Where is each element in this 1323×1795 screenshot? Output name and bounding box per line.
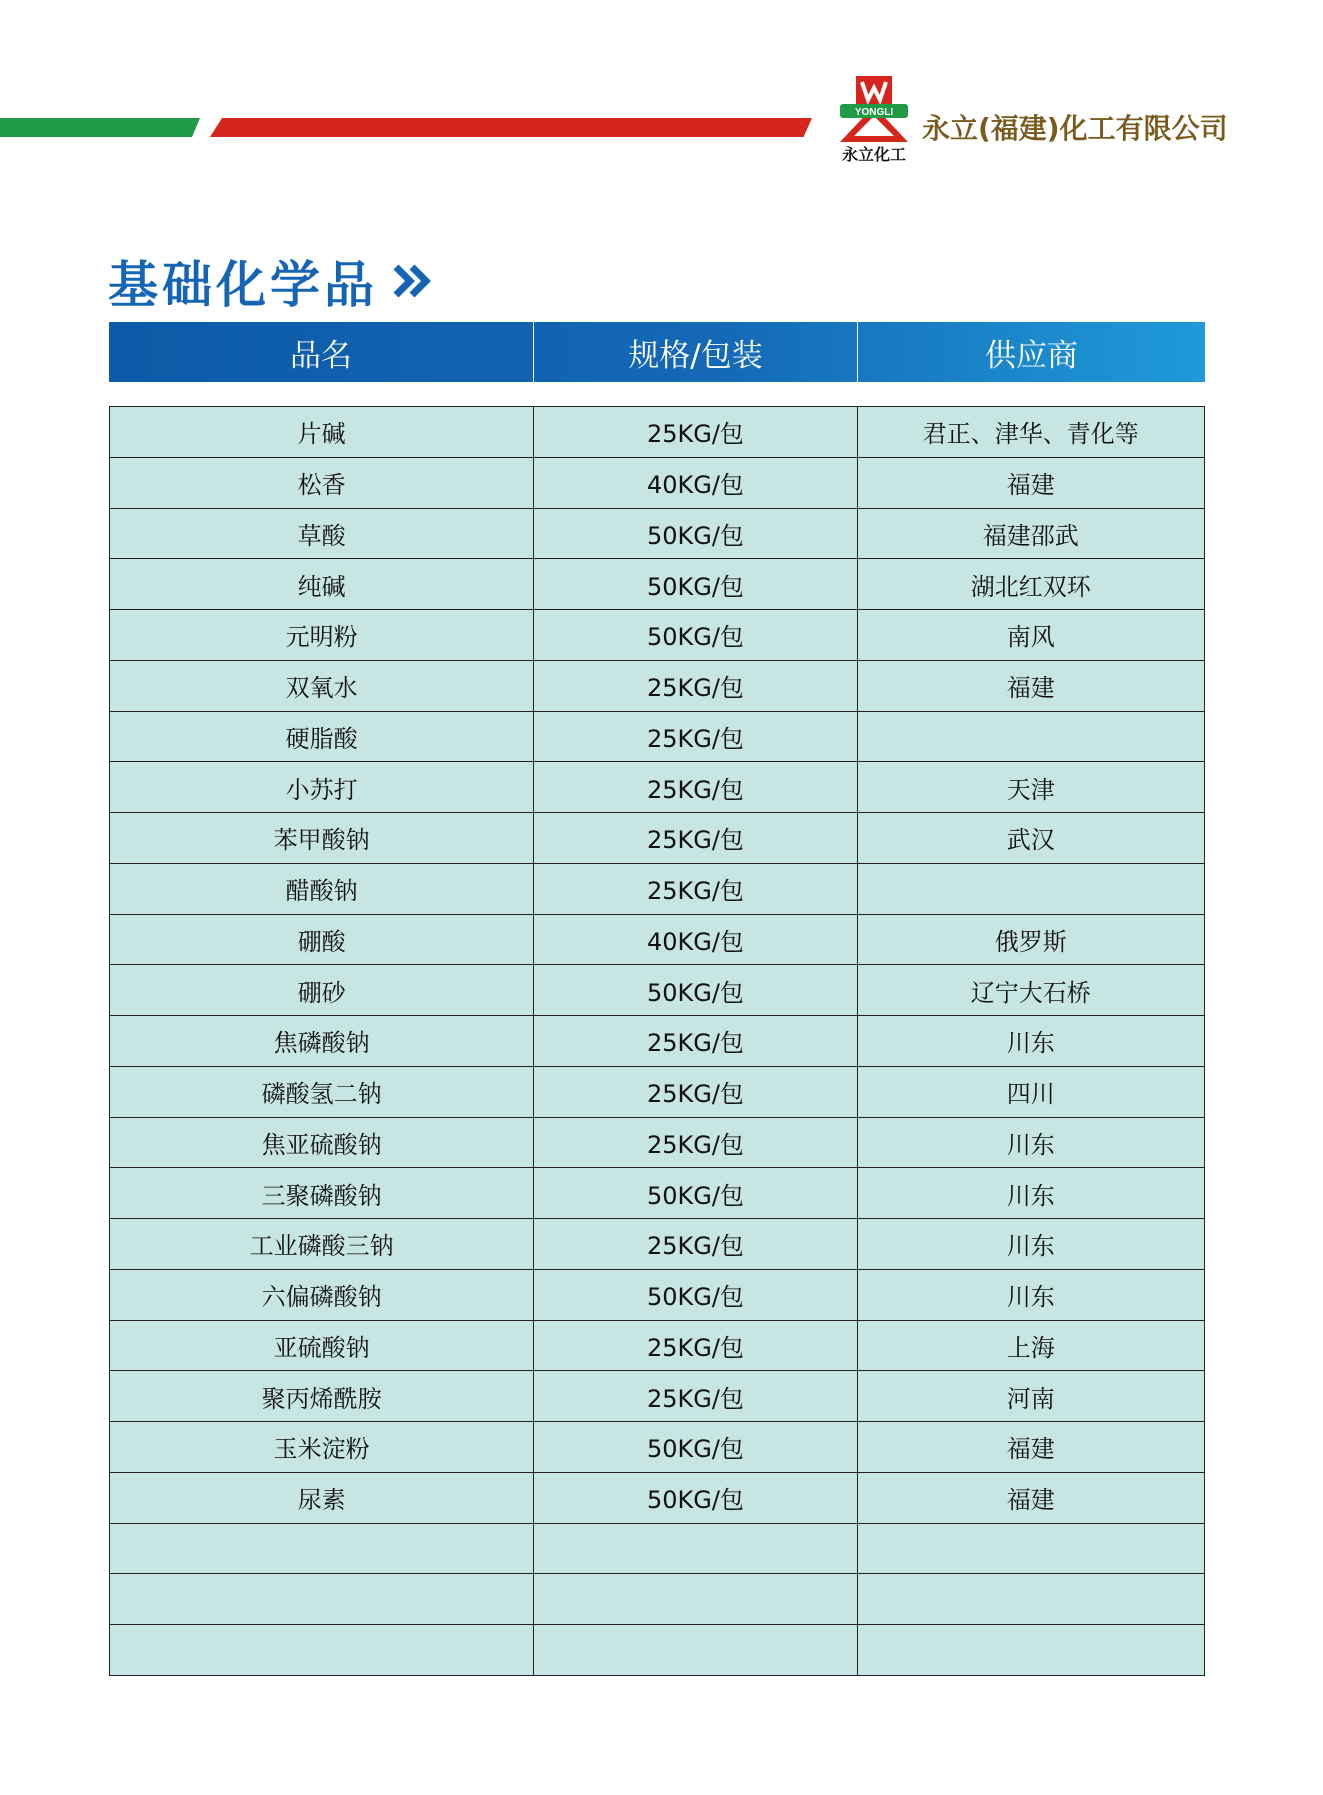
spec-cell: 50KG/包 [533, 610, 856, 660]
spec-cell: 40KG/包 [533, 458, 856, 508]
spec-cell: 50KG/包 [533, 509, 856, 559]
product-name-cell: 亚硫酸钠 [273, 1333, 370, 1362]
table-row [110, 1270, 1204, 1321]
header-name: 品名 [290, 337, 352, 374]
table-row [110, 1625, 1204, 1676]
table-row [110, 1016, 1204, 1067]
logo-subtitle: 永立化工 [841, 145, 906, 164]
table-row [110, 1473, 1204, 1524]
table-row [110, 610, 1204, 661]
table-row [110, 407, 1204, 458]
supplier-cell: 俄罗斯 [857, 915, 1204, 965]
header-spec: 规格/包装 [533, 322, 857, 382]
supplier-cell: 辽宁大石桥 [857, 965, 1204, 1015]
table-row [110, 1524, 1204, 1575]
green-stripe [0, 118, 200, 137]
product-name-cell [110, 1524, 533, 1574]
table-row [110, 762, 1204, 813]
spec-cell [533, 1574, 856, 1624]
product-name-cell: 苯甲酸钠 [273, 826, 370, 855]
supplier-cell: 川东 [857, 1219, 1204, 1269]
supplier-cell: 武汉 [857, 813, 1204, 863]
supplier-cell: 福建 [857, 458, 1204, 508]
spec-cell: 25KG/包 [533, 864, 856, 914]
product-name-cell: 元明粉 [285, 623, 358, 652]
supplier-cell: 福建 [857, 661, 1204, 711]
spec-cell: 25KG/包 [533, 661, 856, 711]
supplier-cell: 福建 [857, 1473, 1204, 1523]
table-header [109, 322, 1205, 382]
spec-cell: 50KG/包 [533, 1422, 856, 1472]
spec-cell [533, 1524, 856, 1574]
spec-cell: 50KG/包 [533, 1168, 856, 1218]
product-name-cell: 松香 [297, 471, 346, 500]
product-name-cell: 硬脂酸 [285, 724, 358, 753]
supplier-cell: 福建邵武 [857, 509, 1204, 559]
spec-cell [533, 1625, 856, 1675]
section-heading [108, 245, 432, 317]
product-name-cell: 玉米淀粉 [273, 1435, 370, 1464]
product-name-cell: 焦亚硫酸钠 [261, 1130, 382, 1159]
supplier-cell [857, 712, 1204, 762]
table-row [110, 1574, 1204, 1625]
supplier-cell: 河南 [857, 1371, 1204, 1421]
table-row [110, 1067, 1204, 1118]
table-row [110, 1321, 1204, 1372]
double-chevron-right-icon [392, 263, 432, 299]
table-row [110, 864, 1204, 915]
table-row [110, 1422, 1204, 1473]
product-name-cell [110, 1625, 533, 1675]
header-supplier: 供应商 [857, 322, 1205, 382]
supplier-cell: 天津 [857, 762, 1204, 812]
supplier-cell: 川东 [857, 1118, 1204, 1168]
table-row [110, 813, 1204, 864]
table-row [110, 1168, 1204, 1219]
spec-cell: 40KG/包 [533, 915, 856, 965]
product-name-cell: 尿素 [297, 1486, 346, 1515]
supplier-cell: 四川 [857, 1067, 1204, 1117]
table-row [110, 1219, 1204, 1270]
product-name-cell: 小苏打 [285, 775, 358, 804]
product-table [109, 406, 1205, 1676]
spec-cell: 25KG/包 [533, 813, 856, 863]
supplier-cell: 川东 [857, 1270, 1204, 1320]
supplier-cell: 君正、津华、青化等 [857, 407, 1204, 457]
supplier-cell [857, 1524, 1204, 1574]
spec-cell: 25KG/包 [533, 407, 856, 457]
supplier-cell [857, 1574, 1204, 1624]
red-stripe [210, 118, 812, 137]
product-name-cell: 磷酸氢二钠 [261, 1080, 382, 1109]
spec-cell: 25KG/包 [533, 762, 856, 812]
table-row [110, 915, 1204, 966]
table-row [110, 559, 1204, 610]
product-name-cell: 三聚磷酸钠 [261, 1181, 382, 1210]
table-row [110, 509, 1204, 560]
table-row [110, 1118, 1204, 1169]
product-name-cell [110, 1574, 533, 1624]
product-name-cell: 草酸 [297, 521, 346, 550]
logo-text: YONGLI [854, 107, 894, 118]
supplier-cell: 湖北红双环 [857, 559, 1204, 609]
supplier-cell [857, 864, 1204, 914]
product-name-cell: 工业磷酸三钠 [249, 1232, 394, 1261]
spec-cell: 50KG/包 [533, 1270, 856, 1320]
product-name-cell: 纯碱 [297, 572, 346, 601]
spec-cell: 25KG/包 [533, 1067, 856, 1117]
product-name-cell: 硼砂 [297, 978, 346, 1007]
supplier-cell: 上海 [857, 1321, 1204, 1371]
supplier-cell: 川东 [857, 1016, 1204, 1066]
product-name-cell: 六偏磷酸钠 [261, 1283, 382, 1312]
product-name-cell: 硼酸 [297, 927, 346, 956]
company-name: 永立(福建)化工有限公司 [922, 112, 1228, 145]
table-row [110, 458, 1204, 509]
spec-cell: 25KG/包 [533, 1016, 856, 1066]
spec-cell: 50KG/包 [533, 1473, 856, 1523]
supplier-cell: 福建 [857, 1422, 1204, 1472]
spec-cell: 25KG/包 [533, 1371, 856, 1421]
table-row [110, 1371, 1204, 1422]
spec-cell: 25KG/包 [533, 712, 856, 762]
supplier-cell: 南风 [857, 610, 1204, 660]
product-name-cell: 片碱 [297, 420, 346, 449]
table-row [110, 661, 1204, 712]
table-row [110, 965, 1204, 1016]
product-name-cell: 双氧水 [285, 674, 358, 703]
section-title: 基础化学品 [108, 256, 378, 314]
product-name-cell: 醋酸钠 [285, 877, 358, 906]
supplier-cell: 川东 [857, 1168, 1204, 1218]
spec-cell: 25KG/包 [533, 1219, 856, 1269]
product-name-cell: 聚丙烯酰胺 [261, 1384, 382, 1413]
product-name-cell: 焦磷酸钠 [273, 1029, 370, 1058]
table-row [110, 712, 1204, 763]
supplier-cell [857, 1625, 1204, 1675]
spec-cell: 50KG/包 [533, 965, 856, 1015]
spec-cell: 25KG/包 [533, 1321, 856, 1371]
spec-cell: 25KG/包 [533, 1118, 856, 1168]
spec-cell: 50KG/包 [533, 559, 856, 609]
